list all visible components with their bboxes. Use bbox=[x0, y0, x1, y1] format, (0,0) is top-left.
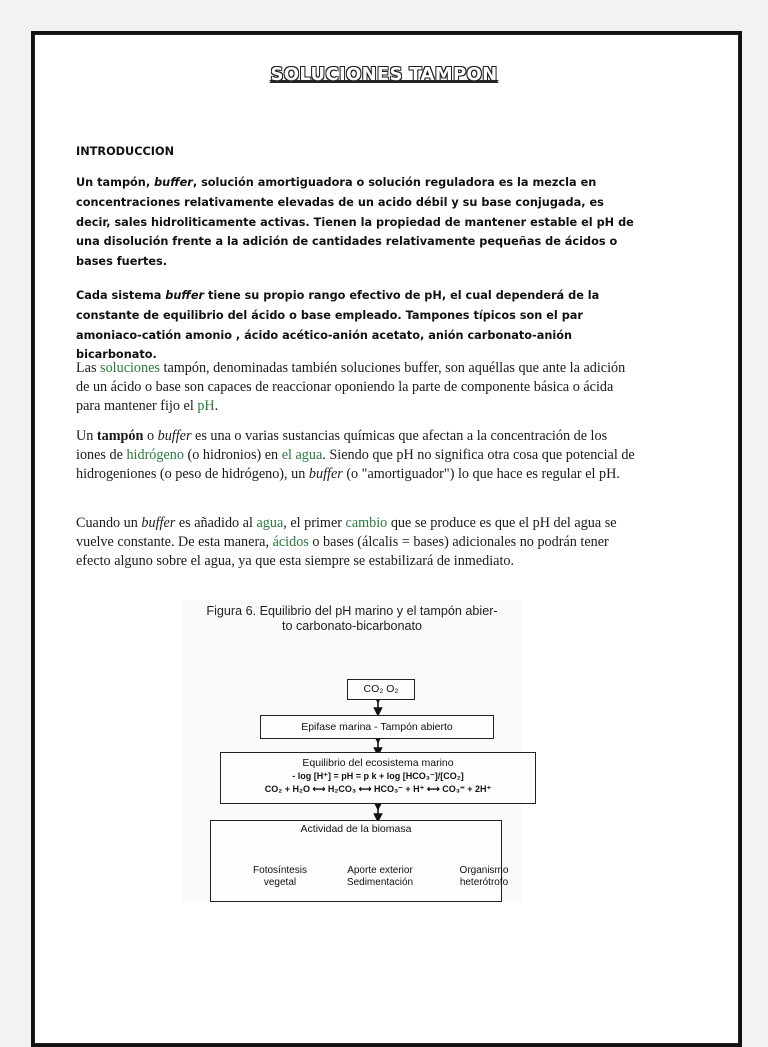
section-heading: INTRODUCCION bbox=[76, 145, 175, 158]
p3-text-b: tampón, denominadas también soluciones buffer, son aquéllas que ante la adición de un ácido o base son capaces de reaccionar oponiendo la parte de componente básica o ácida para mantener fijo el bbox=[76, 360, 626, 415]
biomasa-title: Actividad de la biomasa bbox=[300, 823, 412, 835]
p5-buffer: buffer bbox=[141, 515, 176, 531]
p5-text-d: que se produce es que el pH del agua se vuelve constante. De esta manera, bbox=[76, 515, 617, 551]
p4-text-e: . Siendo que pH no significa otra cosa que potencial de hidrogeniones (o peso de hidrógeno), un bbox=[76, 447, 635, 483]
link-agua[interactable]: agua bbox=[256, 515, 284, 531]
equilibrio-eq1: - log [H⁺] = pH = p k + log [HCO₃⁻]/[CO₂] bbox=[292, 771, 464, 781]
link-el-agua[interactable]: el agua bbox=[281, 447, 323, 464]
p1-text-a: Un tampón, bbox=[76, 176, 155, 189]
figure-caption-line-2: to carbonato-bicarbonato bbox=[281, 619, 423, 633]
box-co2-o2: CO₂ O₂ bbox=[347, 679, 415, 700]
link-cambio[interactable]: cambio bbox=[345, 515, 388, 531]
figure-bottom-labels bbox=[232, 896, 552, 936]
p4-text-b: o bbox=[143, 428, 158, 444]
figure-caption-line-1: Figura 6. Equilibrio del pH marino y el tampón abier- bbox=[206, 604, 498, 618]
label-organismo bbox=[439, 865, 529, 889]
p4-text-a: Un bbox=[76, 428, 97, 444]
p4-buffer-2: buffer bbox=[308, 466, 343, 483]
label-fotosintesis-line-2: vegetal bbox=[263, 877, 297, 888]
p2-text-c: tiene su propio rango efectivo de pH, el cual dependerá de la constante de equilibrio del ácido o base empleado. Tampones típicos son el par amoniaco-catión amonio , ácido acético-anión acetato, anión carbonato-anión bicarbonato. bbox=[76, 289, 600, 362]
paragraph-4 bbox=[76, 427, 636, 485]
p2-text-a: Cada sistema bbox=[76, 289, 166, 302]
paragraph-2 bbox=[76, 286, 636, 365]
p1-buffer: buffer bbox=[154, 176, 193, 189]
equilibrio-title: Equilibrio del ecosistema marino bbox=[302, 757, 454, 769]
p4-tampon: tampón bbox=[96, 428, 144, 444]
p5-text-a: Cuando un bbox=[76, 515, 142, 531]
paragraph-5 bbox=[76, 514, 636, 572]
link-ph[interactable]: pH bbox=[197, 398, 215, 415]
p4-text-c: es una o varias sustancias químicas que afectan a la concentración de los iones de bbox=[76, 428, 608, 464]
link-acidos[interactable]: ácidos bbox=[272, 534, 309, 551]
box-epifase: Epifase marina - Tampón abierto bbox=[260, 715, 494, 739]
label-organismo-line-1: Organismo bbox=[459, 865, 509, 876]
link-soluciones[interactable]: soluciones bbox=[100, 360, 160, 376]
box-equilibrio bbox=[220, 752, 536, 804]
label-fotosintesis bbox=[235, 865, 325, 889]
label-aporte-line-1: Aporte exterior bbox=[347, 865, 413, 876]
box-biomasa bbox=[210, 820, 509, 902]
p2-buffer: buffer bbox=[165, 289, 205, 302]
label-organismo-line-2: heterótrofo bbox=[459, 877, 509, 888]
p5-text-b: es añadido al bbox=[175, 515, 257, 531]
page-title: SOLUCIONES TAMPON bbox=[270, 64, 498, 85]
label-aporte bbox=[335, 865, 425, 889]
figure-6 bbox=[182, 600, 522, 900]
p5-text-c: , el primer bbox=[283, 515, 346, 531]
p4-text-d: (o hidronios) en bbox=[183, 447, 282, 464]
paragraph-3 bbox=[76, 359, 636, 417]
p4-text-f: (o "amortiguador") lo que hace es regular el pH. bbox=[342, 466, 620, 483]
label-fotosintesis-line-1: Fotosíntesis bbox=[253, 865, 307, 876]
p4-buffer: buffer bbox=[157, 428, 192, 444]
equilibrio-eq2: CO₂ + H₂O ⟷ H₂CO₃ ⟷ HCO₃⁻ + H⁺ ⟷ CO₃⁼ + 2H⁺ bbox=[264, 784, 492, 794]
link-hidrogeno[interactable]: hidrógeno bbox=[126, 447, 184, 464]
p3-text-a: Las bbox=[76, 360, 101, 376]
p3-text-c: . bbox=[214, 398, 219, 415]
label-aporte-line-2: Sedimentación bbox=[346, 877, 414, 888]
p5-text-e: o bases (álcalis = bases) adicionales no podrán tener efecto alguno sobre el agua, ya que esta siempre se estabilizará de inmediato. bbox=[76, 534, 609, 570]
p1-text-c: , solución amortiguadora o solución reguladora es la mezcla en concentraciones relativamente elevadas de un acido débil y su base conjugada, es decir, sales hidroliticamente activas. Tienen la propiedad de mantener estable el pH de una disolución frente a la adición de cantidades relativamente pequeñas de ácidos o bases fuertes. bbox=[76, 176, 634, 269]
paragraph-1 bbox=[76, 173, 636, 272]
